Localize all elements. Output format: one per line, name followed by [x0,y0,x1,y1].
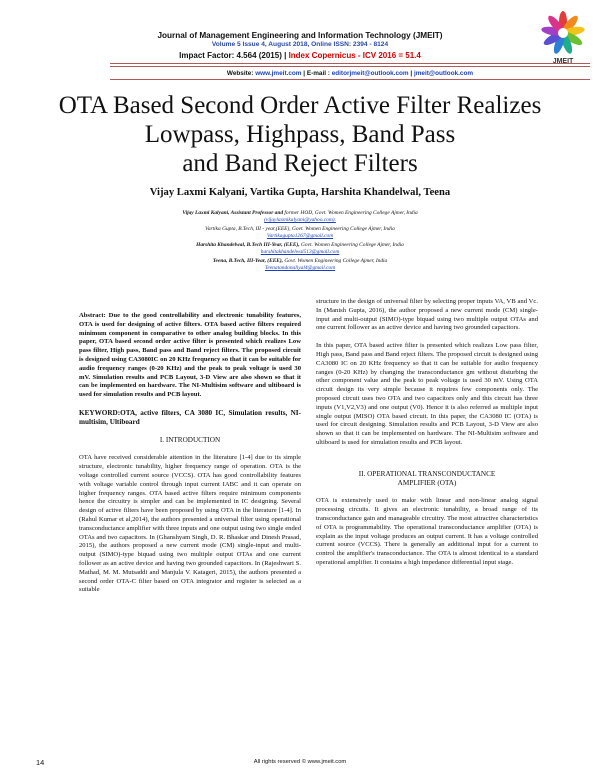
paragraph-3: OTA is extensively used to make with linear and non-linear analog signal processing circuits. It gives an electronic tunability, a broad range of its transconductance gain and manageable circuitry. The most attractive characteristics of OTA is programmability. The operational transconductance amplifier (OTA) is explain as the input voltage produces an output current. It has a voltage controlled current source (VCCS). There is generally an additional input for a current to control the amplifier's transconductance. The OTA is almost identical to a standard operational amplifier. It contains a high impedance differential input stage. [316,497,538,566]
keywords: KEYWORD:OTA, active filters, CA 3080 IC, Simulation results, NI-multisim, Ultiboard [79,408,301,426]
impact-separator: | [281,51,289,60]
paper-title [40,91,560,178]
contact-line [110,70,590,77]
website-link[interactable]: www.jmeit.com [255,70,302,77]
section-heading-ota-line-1: II. OPERATIONAL TRANSCONDUCTANCE [358,469,496,478]
affiliation-4 [120,258,480,273]
affiliation-name: Vijay Laxmi Kalyani, Assistant Professor and [182,210,284,216]
affiliation-3 [120,242,480,257]
website-label: Website: [226,70,256,77]
paragraph-2: In this paper, OTA based active filter is presented which realizes Low pass filter, High pass, Band pass and Band reject filters. The proposed circuit is designed using CA3080 IC on 20 KHz frequency so that it can be suitable for audio frequency ranges (0-20 KHz) by changing the transconductance gm without disturbing the other component value and the peak to peak voltage is used 30 mV. Using OTA circuit design its very simple because it requires few components only. The proposed circuit uses two OTA and two capacitors only and this circuit has three inputs (V1,V2,V3) and one output (V0). Hence it is also referred as multiple input single output (MISO) OTA based circuit. In this paper, the CA3080 IC (OTA) is used for circuit designing. Simulation results and PCB Layout, 3-D View are also shown so that it can be implemented on hardware. The NI-Multisim software and ultiboard is used for simulation results and PCB layout. [316,342,538,446]
affiliation-org: Govt. Women Engineering College Ajmer, India [283,258,388,264]
jmeit-logo-icon [535,9,591,65]
title-line-2: Lowpass, Highpass, Band Pass [144,121,456,148]
affiliation-1 [120,210,480,225]
affiliation-email[interactable]: Vartikagupta1267@gmail.com [266,233,334,240]
email-link-1[interactable]: editorjmeit@outlook.com [331,70,409,77]
logo-text: JMEIT [552,58,574,65]
author-list: Vijay Laxmi Kalyani, Vartika Gupta, Harshita Khandelwal, Teena [149,187,451,198]
section-heading-ota-line-2: AMPLIFIER (OTA) [397,478,457,487]
section-heading-introduction: I. INTRODUCTION [159,435,221,444]
affiliation-email[interactable]: Teenatandonaliyal4@gmail.com [264,265,336,272]
header-rule-top [110,63,590,64]
impact-factor: Impact Factor: 4.564 (2015) [179,51,282,60]
right-column [316,298,538,577]
affiliation-2 [120,226,480,241]
header-rule-bottom [110,66,590,67]
title-line-3: and Band Reject Filters [182,150,418,177]
abstract: Abstract: Due to the good controllability and electronic tunability features, OTA is used for designing of active filters. OTA based active filters required minimum component in comparative to other analog building blocks. In this paper, OTA based second order active filter is presented which realizes Low pass filter, High pass, Band pass and Band reject filters. The proposed circuit is designed using CA3080IC on 20 KHz frequency so that it can be suitable for audio frequency ranges (0-20 KHz) and the peak to peak voltage is used 30 mV. Simulation results and PCB Layout, 3-D View are also shown so that it can be implemented on hardware. The NI-Multisim software and ultiboard is used for simulation results and PCB layout. [79,312,301,399]
index-copernicus: Index Copernicus - ICV 2016 = 51.4 [288,51,421,60]
paragraph-1: structure in the design of universal filter by selecting proper inputs VA, VB and Vc. In (Manish Gupta, 2016), the author proposed a new current mode (CM) single-input and multi-output (SIMO)-type biquad using two multiple output OTAs and one current follower as an active device and having two grounded capacitors. [316,298,538,332]
affiliation-name: Teena, B.Tech, III-Year, (EEE), [212,258,284,264]
journal-volume: Volume 5 Issue 4, August 2018, Online ISSN: 2394 - 8124 [211,41,389,48]
email-link-2[interactable]: jmeit@outlook.com [413,70,474,77]
affiliation-org: Govt. Women Engineering College Ajmer, India [290,226,395,232]
impact-line [60,51,540,60]
title-line-1: OTA Based Second Order Active Filter Realizes [58,92,542,119]
affiliation-name: Harshita Khandelwal, B.Tech III-Year, (EEE), [196,242,300,248]
email-label: | E-mail : [301,70,332,77]
page-number: 14 [36,758,45,767]
left-column [79,312,301,604]
affiliation-name: Vartika Gupta, B.Tech, III - year,(EEE), [205,226,291,232]
journal-title: Journal of Management Engineering and Information Technology (JMEIT) [157,31,443,40]
affiliation-email[interactable]: (vijaylaxmikalyani@yahoo.com). [264,217,336,224]
affiliation-org: Govt. Women Engineering College Ajmer, India [299,242,404,248]
email-separator: | [408,70,414,77]
introduction-paragraph: OTA have received considerable attention in the literature [1-4] due to its simple structure, electronic tunability, higher frequency range of operation. OTA is the voltage controlled current source (VCCS). OTA has good controllability features with voltage variable control through input current IABC and it can operate on higher frequency ranges. OTA based active filters require minimum components hence the circuitry is simpler and can be implemented in IC designing. Several design of active filters have been proposed by using OTA in the literature [1-4]. In (Rahul Kumar et al,2014), the authors presented a universal filter using operational transconductance amplifier with three inputs and one output using two single ended OTAs and two capacitors. In (Ghanshyam Singh, D. R. Bhaskar and Dinesh Prasad, 2015), the authors proposed a new current mode (CM) single-input and multi-output (SIMO)-type biquad using two multiple output OTAs and one current follower as an active device and having two grounded capacitors. In (Rajeshwari S. Mathad, M. M. Mutsaddi and Manjula V. Katageri, 2015), the authors presented a second order OTA-C filter based on OTA integrator and register is selected as a suitable [79,454,301,594]
affiliation-org: former HOD, Govt. Women Engineering College Ajmer, India [283,210,418,216]
footer-copyright: All rights reserved © www.jmeit.com [253,759,347,765]
header-rule-under-contact [110,79,590,80]
affiliation-email[interactable]: harshitakhandelwal513@gmail.com [260,249,340,256]
